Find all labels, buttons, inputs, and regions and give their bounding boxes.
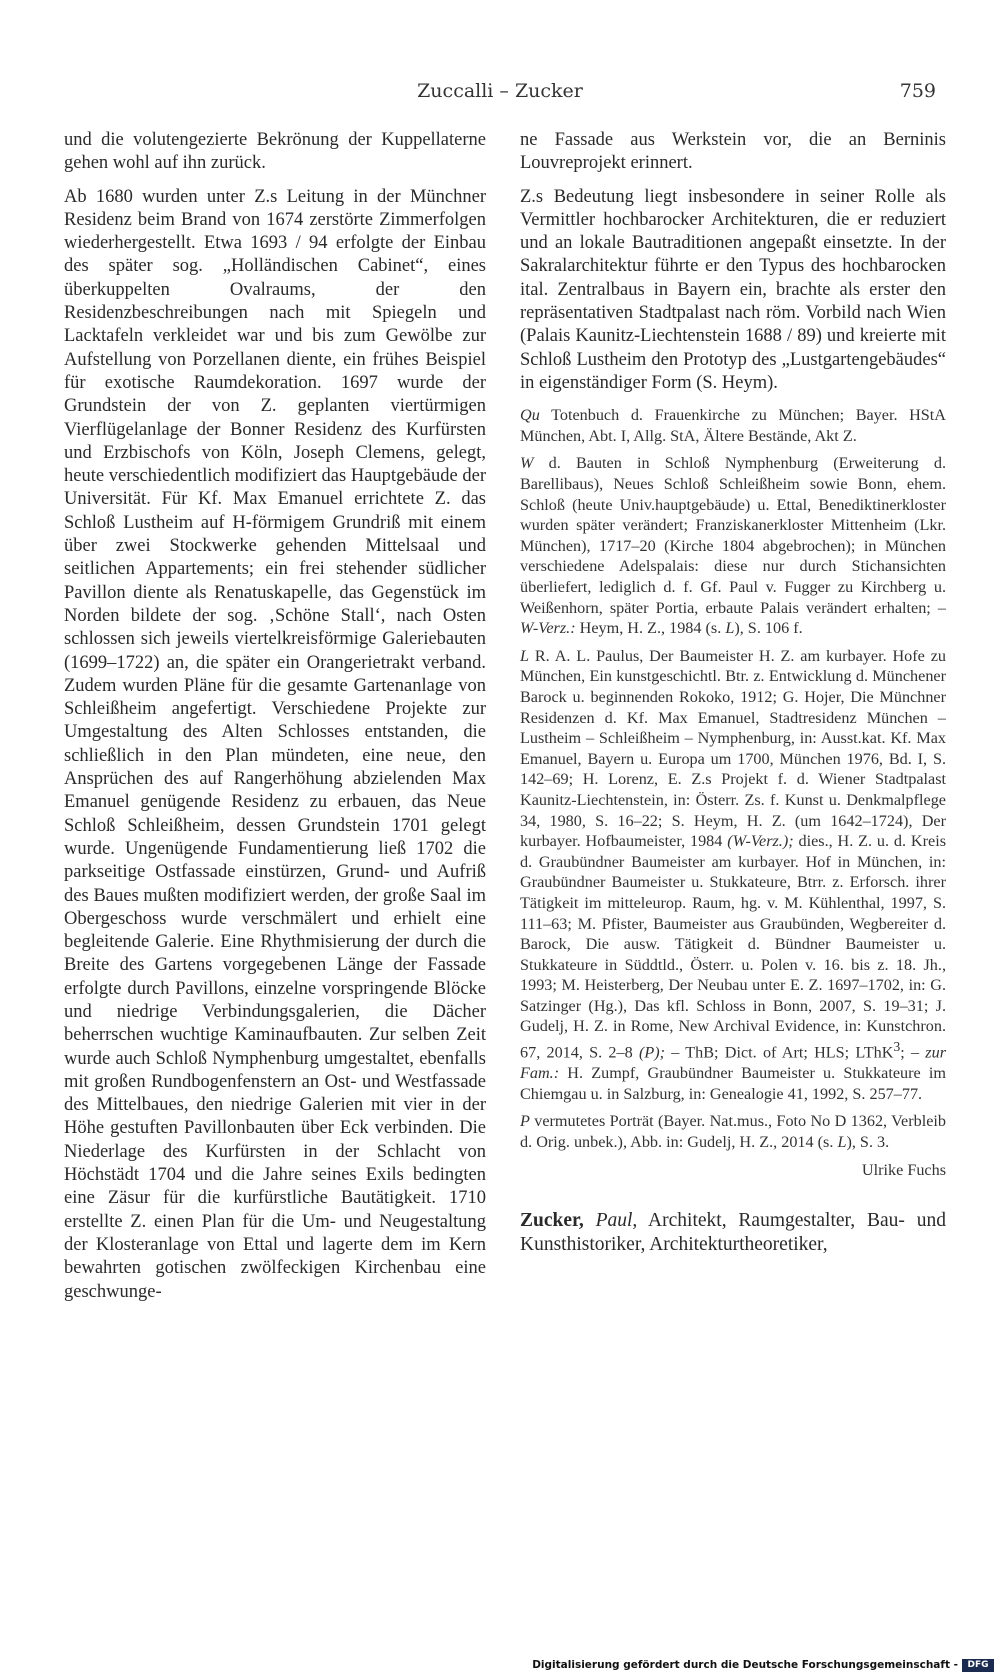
literature-text-3: – ThB; Dict. of Art; HLS; LThK (665, 1043, 894, 1062)
page-header (0, 80, 1000, 110)
works-label: W (520, 454, 534, 473)
portrait-label: P (520, 1112, 530, 1131)
literature-text-5: H. Zumpf, Graubündner Baumeister u. Stukkateure im Chiemgau u. in Salzburg, in: Genealogie 41, 1992, S. 257–77. (520, 1064, 946, 1103)
literature-text-4: ; – (900, 1043, 926, 1062)
left-column (64, 129, 486, 1314)
works-index-label: W-Verz.: (520, 619, 576, 638)
dfg-logo: DFG (962, 1659, 994, 1672)
literature-superscript: 3 (893, 1039, 901, 1055)
footer (0, 1655, 1000, 1675)
portrait-text: vermutetes Porträt (Bayer. Nat.mus., Foto No D 1362, Verbleib d. Orig. unbek.), Abb. in: Gudelj, H. Z., 2014 (s. (520, 1112, 946, 1151)
sources-section (520, 405, 946, 446)
works-index-text: Heym, H. Z., 1984 (s. (575, 619, 726, 638)
next-entry-firstname: Paul, (583, 1209, 638, 1231)
sources-label: Qu (520, 406, 540, 425)
works-lit-ref: L (725, 619, 735, 638)
literature-text-1: R. A. L. Paulus, Der Baumeister H. Z. am kurbayer. Hofe zu München, Ein kunstgeschichtl. Btr. z. Entwicklung d. Münchener Barock u. beginnenden Rokoko, 1912; G. Hojer, Die Münchner Residenzen d. Kf. Max Emanuel, Stadtresidenz München – Lustheim – Schleißheim – Nymphenburg, in: Ausst.kat. Kf. Max Emanuel, Bayern u. Europa um 1700, München 1976, Bd. I, S. 142–69; H. Lorenz, E. Z.s Projekt f. d. Wiener Stadtpalast Kaunitz-Liechtenstein, in: Österr. Zs. f. Kunst u. Denkmalpflege 34, 1980, S. 16–22; S. Heym, H. Z. (um 1642–1724), Der kurbayer. Hofbaumeister, 1984 (520, 646, 946, 851)
portrait-lit-ref: L (837, 1132, 847, 1151)
sources-text: Totenbuch d. Frauenkirche zu München; Bayer. HStA München, Abt. I, Allg. StA, Ältere Bestände, Akt Z. (520, 406, 946, 445)
article-author: Ulrike Fuchs (861, 1161, 946, 1180)
next-entry-name: Zucker, (520, 1209, 584, 1231)
right-column (520, 129, 946, 1267)
page-number: 759 (899, 80, 936, 102)
paragraph-biography: Ab 1680 wurden unter Z.s Leitung in der Münchner Residenz beim Brand von 1674 zerstörte Zimmerfolgen wiederhergestellt. Etwa 1693 / 94 erfolgte der Einbau des später sog. „Holländischen Cabinet“, eines überkuppelten Ovalraums, der den Residenzbeschreibungen nach mit Spiegeln und Lacktafeln verkleidet war und bis zum Gewölbe zur Aufstellung von Porzellanen diente, ein frühes Beispiel für exotische Raumdekoration. 1697 wurde der Grundstein der von Z. geplanten viertürmigen Vierflügelanlage der Bonner Residenz des Kurfürsten und Erzbischofs von Köln, Joseph Clemens, gelegt, heute verschiedentlich modifiziert das Hauptgebäude der Universität. Für Kf. Max Emanuel errichtete Z. das Schloß Lustheim auf H-förmigem Grundriß mit einem über zwei Stockwerke gehenden Mittelsaal und seitlichen Appartements; ein frei stehender südlicher Pavillon diente als Renatuskapelle, das Gegenstück im Norden bildete der sog. ‚Schöne Stall‘, nach Osten schlossen sich jeweils viertelkreisförmige Galeriebauten (1699–1722) an, die später ein Orangerietrakt verband. Zudem wurden Pläne für die gesamte Gartenanlage von Schleißheim angefertigt. Verschiedene Projekte zur Umgestaltung des Alten Schlosses entstanden, die schließlich in den Plan mündeten, eine neue, den Ansprüchen des auf Rangerhöhung abzielenden Max Emanuel genügende Residenz zu erbauen, das Neue Schloß Schleißheim, dessen Grundstein 1701 gelegt wurde. Ungenügende Fundamentierung ließ 1702 die parkseitige Ostfassade einstürzen, Grund- und Aufriß des Baues mußten modifiziert werden, der große Saal im Obergeschoss wurde verschmälert und erhielt eine begleitende Galerie. Eine Rhythmisierung der durch die Breite des Gartens vorgegebenen Länge der Fassade erfolgte durch Pavillons, einzelne vorspringende Blöcke und niedrige Verbindungsgalerien, die Dächer beherrschen wuchtige Kaminaufbauten. Zur selben Zeit wurde auch Schloß Nymphenburg umgestaltet, ebenfalls mit großen Rundbogenfenstern an Ost- und Westfassade des Mittelbaues, den niedrige Galerien mit vier in der Höhe gestuften Pavillonbauten über Eck verbinden. Die Niederlage des Kurfürsten in der Schlacht von Höchstädt 1704 und die Jahre seines Exils bedingten eine Zäsur für die kurfürstliche Bautätigkeit. 1710 erstellte Z. einen Plan für die Um- und Neugestaltung der Klosteranlage von Ettal und lagerte dem im Kern bewahrten gotischen zwölfeckigen Kirchenbau eine geschwunge- (64, 186, 486, 1302)
works-section (520, 453, 946, 638)
running-title: Zuccalli – Zucker (417, 80, 583, 102)
portrait-tail: ), S. 3. (846, 1132, 890, 1151)
paragraph-significance: Z.s Bedeutung liegt insbesondere in seiner Rolle als Vermittler hochbarocker Architekturen, die er reduziert und an lokale Bautraditionen angepaßt einsetzte. In der Sakralarchitektur führte er den Typus des hochbarocken ital. Zentralbaus in Bayern ein, brachte als erster den repräsentativen Stadtpalast nach röm. Vorbild nach Wien (Palais Kaunitz-Liechtenstein 1688 / 89) und kreierte mit Schloß Lustheim den Prototyp des „Lustgartengebäudes“ in eigenständiger Form (S. Heym). (520, 186, 946, 393)
next-entry-heading (520, 1209, 946, 1257)
literature-text-2: dies., H. Z. u. d. Kreis d. Graubündner Baumeister am kurbayer. Hof in München, in: Graubündner Baumeister u. Stukkateure, Btrr. z. Erforsch. ihrer Tätigkeit im mitteleurop. Raum, hg. v. M. Kühlenthal, 1997, S. 111–63; M. Pfister, Baumeister aus Graubünden, Wegbereiter d. Barock, Die ausw. Tätigkeit d. Bündner Baumeister u. Stukkateure in Süddtld., Österr. u. Polen v. 16. bis z. 18. Jh., 1993; M. Heisterberg, Der Neubau unter E. Z. 1697–1702, in: G. Satzinger (Hg.), Das kfl. Schloss in Bonn, 2007, S. 19–31; J. Gudelj, H. Z. in Rome, New Archival Evidence, in: Kunstchron. 67, 2014, S. 2–8 (520, 832, 946, 1062)
literature-section (520, 646, 946, 1104)
portrait-section (520, 1111, 946, 1152)
paragraph-continuation: ne Fassade aus Werkstein vor, die an Berninis Louvreprojekt erinnert. (520, 130, 946, 174)
literature-wverz: (W-Verz.); (727, 832, 794, 851)
paragraph-intro-continuation: und die volutengezierte Bekrönung der Kuppellaterne gehen wohl auf ihn zurück. (64, 130, 486, 174)
works-tail: ), S. 106 f. (734, 619, 803, 638)
works-text: d. Bauten in Schloß Nymphenburg (Erweiterung d. Barellibaus), Neues Schloß Schleißheim sowie Bonn, ehem. Schloß (heute Univ.hauptgebäude) u. Ettal, Benediktinerkloster wurden später verändert; Franziskanerkloster Mittenheim (Lkr. München), 1717–20 (Kirche 1804 abgebrochen); in München verschiedene Adelspalais: diese nur durch Stichansichten überliefert, lediglich d. f. Gf. Paul v. Fugger zu Kirchberg u. Weißenhorn, später Portia, erbaute Palais verändert erhalten; – (520, 454, 946, 617)
literature-p-ref: (P); (638, 1043, 665, 1062)
next-entry-text: Architekt, Raumgestalter, Bau- und Kunsthistoriker, Architekturtheoretiker, (520, 1209, 946, 1255)
literature-label: L (520, 646, 530, 665)
literature-family-label: zur Fam.: (520, 1043, 946, 1083)
funding-note: Digitalisierung gefördert durch die Deutsche Forschungsgemeinschaft - (532, 1659, 958, 1671)
